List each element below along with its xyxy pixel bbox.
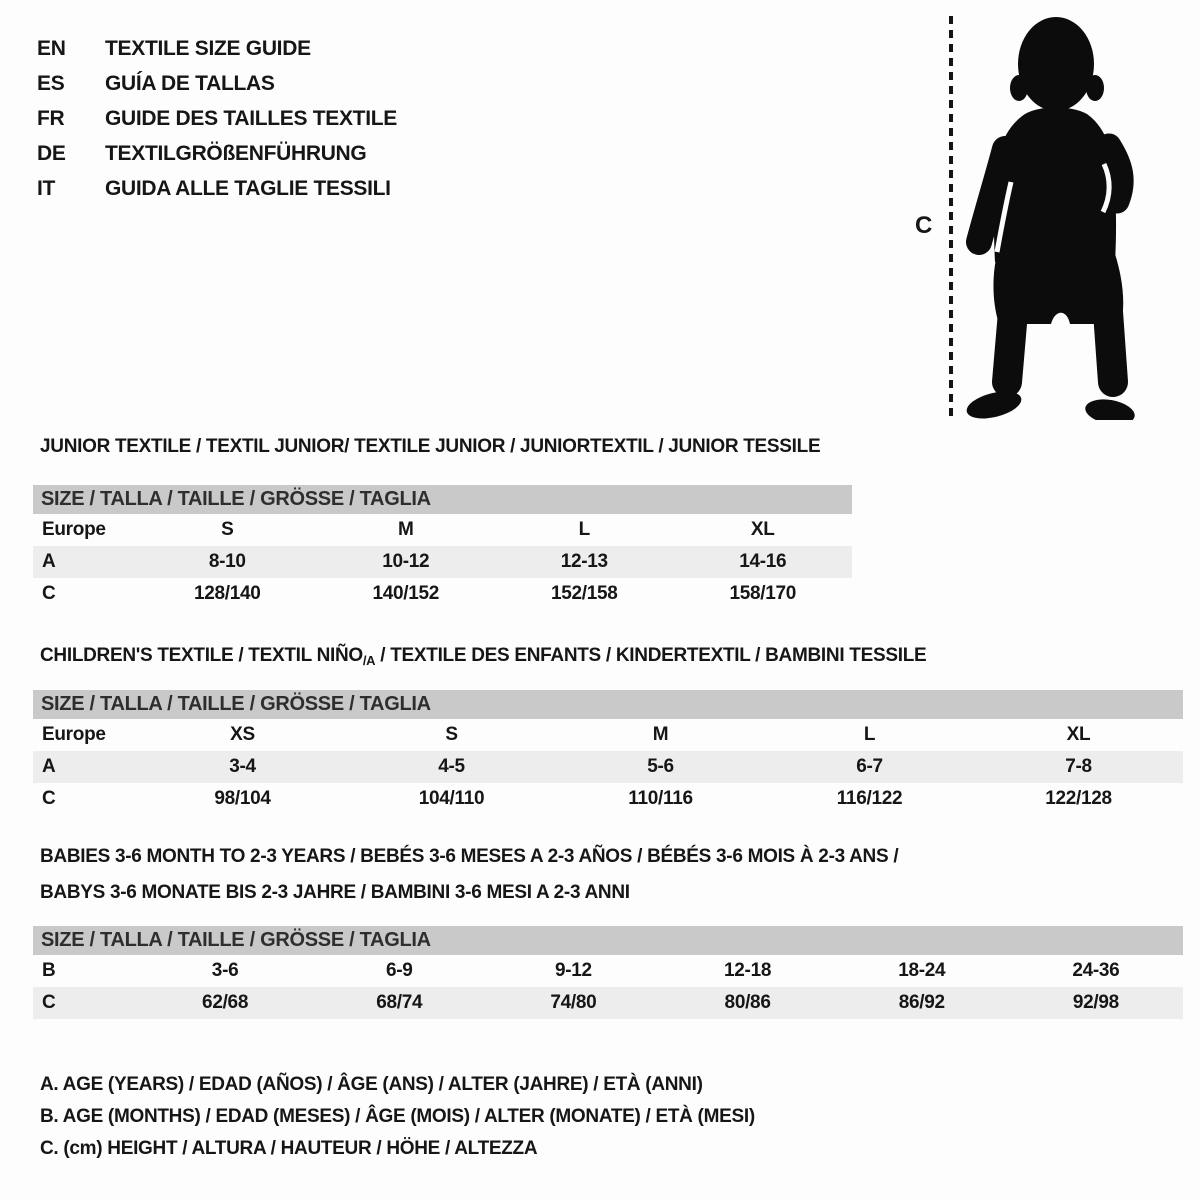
size-cell: 24-36 (1072, 960, 1120, 981)
size-cell: 86/92 (898, 992, 945, 1013)
children-title-pre: CHILDREN'S TEXTILE / TEXTIL NIÑO (40, 645, 363, 666)
size-cell: 10-12 (382, 551, 430, 572)
size-cell: 6-9 (385, 960, 413, 981)
table-row (33, 783, 1183, 815)
height-measure-label: C (915, 212, 933, 239)
size-cell: S (445, 724, 458, 745)
language-row (37, 142, 397, 177)
size-cell: L (863, 724, 876, 745)
size-cell: XL (750, 519, 775, 540)
size-cell: 14-16 (739, 551, 787, 572)
size-cell: 68/74 (376, 992, 423, 1013)
size-cell: 4-5 (438, 756, 465, 777)
language-row (37, 72, 397, 107)
size-cell: 104/110 (418, 788, 485, 809)
table-row (33, 955, 1183, 987)
children-title-post: / TEXTILE DES ENFANTS / KINDERTEXTIL / BAMBINI TESSILE (375, 645, 927, 666)
table-row (33, 578, 852, 610)
size-cell: 8-10 (208, 551, 246, 572)
size-cell: M (397, 519, 414, 540)
language-code: IT (37, 177, 56, 200)
size-cell: S (221, 519, 234, 540)
size-cell: 122/128 (1045, 788, 1112, 809)
row-label: B (42, 960, 56, 981)
size-cell: 6-7 (856, 756, 883, 777)
size-header-bar: SIZE / TALLA / TAILLE / GRÖSSE / TAGLIA (33, 485, 852, 514)
row-label: C (42, 992, 56, 1013)
row-label: C (42, 583, 56, 604)
size-cell: 62/68 (202, 992, 249, 1013)
babies-size-table (33, 926, 1183, 1019)
size-header-bar: SIZE / TALLA / TAILLE / GRÖSSE / TAGLIA (33, 926, 1183, 955)
height-dashed-line (949, 16, 953, 416)
junior-size-table (33, 485, 852, 610)
language-code: DE (37, 142, 66, 165)
size-cell: XL (1066, 724, 1091, 745)
size-cell: 3-6 (211, 960, 239, 981)
language-title-list (37, 37, 397, 212)
size-cell: L (578, 519, 590, 540)
legend-line-b: B. AGE (MONTHS) / EDAD (MESES) / ÂGE (MOIS) / ALTER (MONATE) / ETÀ (MESI) (40, 1106, 755, 1127)
language-row (37, 177, 397, 212)
language-row (37, 37, 397, 72)
language-code: ES (37, 72, 65, 95)
language-code: EN (37, 37, 66, 60)
size-cell: 74/80 (550, 992, 597, 1013)
size-cell: M (652, 724, 669, 745)
size-cell: 128/140 (193, 583, 261, 604)
size-cell: 9-12 (555, 960, 592, 981)
guide-title: GUÍA DE TALLAS (105, 72, 275, 95)
size-cell: 3-4 (229, 756, 256, 777)
measurement-legend (40, 1074, 755, 1170)
children-size-table (33, 690, 1183, 815)
junior-section-title: JUNIOR TEXTILE / TEXTIL JUNIOR/ TEXTILE JUNIOR / JUNIORTEXTIL / JUNIOR TESSILE (40, 436, 821, 457)
size-cell: 12-18 (724, 960, 772, 981)
size-cell: 5-6 (647, 756, 674, 777)
table-row (33, 719, 1183, 751)
size-cell: 116/122 (836, 788, 903, 809)
table-row (33, 751, 1183, 783)
size-cell: 18-24 (898, 960, 946, 981)
babies-section-title-line2: BABYS 3-6 MONATE BIS 2-3 JAHRE / BAMBINI 3-6 MESI A 2-3 ANNI (40, 882, 630, 903)
size-cell: 12-13 (560, 551, 608, 572)
baby-silhouette (963, 14, 1138, 420)
table-row (33, 987, 1183, 1019)
size-cell: 7-8 (1065, 756, 1092, 777)
size-cell: 158/170 (729, 583, 797, 604)
row-label: A (42, 551, 56, 572)
size-header-bar: SIZE / TALLA / TAILLE / GRÖSSE / TAGLIA (33, 690, 1183, 719)
row-label: Europe (42, 519, 106, 540)
guide-title: GUIDE DES TAILLES TEXTILE (105, 107, 397, 130)
row-label: C (42, 788, 56, 809)
language-row (37, 107, 397, 142)
size-cell: 98/104 (214, 788, 271, 809)
size-cell: 110/116 (628, 788, 693, 809)
guide-title: TEXTILGRÖßENFÜHRUNG (105, 142, 367, 165)
row-label: A (42, 756, 56, 777)
size-cell: XS (230, 724, 255, 745)
table-row (33, 546, 852, 578)
size-cell: 140/152 (372, 583, 440, 604)
size-cell: 92/98 (1072, 992, 1119, 1013)
size-cell: 80/86 (724, 992, 771, 1013)
legend-line-a: A. AGE (YEARS) / EDAD (AÑOS) / ÂGE (ANS) / ALTER (JAHRE) / ETÀ (ANNI) (40, 1074, 703, 1095)
guide-title: TEXTILE SIZE GUIDE (105, 37, 311, 60)
table-row (33, 514, 852, 546)
row-label: Europe (42, 724, 106, 745)
language-code: FR (37, 107, 65, 130)
babies-section-title-line1: BABIES 3-6 MONTH TO 2-3 YEARS / BEBÉS 3-6 MESES A 2-3 AÑOS / BÉBÉS 3-6 MOIS À 2-3 ANS / (40, 846, 899, 867)
size-cell: 152/158 (550, 583, 618, 604)
children-title-subscript: /A (362, 653, 376, 668)
children-section-title (40, 645, 926, 668)
guide-title: GUIDA ALLE TAGLIE TESSILI (105, 177, 391, 200)
legend-line-c: C. (cm) HEIGHT / ALTURA / HAUTEUR / HÖHE / ALTEZZA (40, 1138, 538, 1159)
